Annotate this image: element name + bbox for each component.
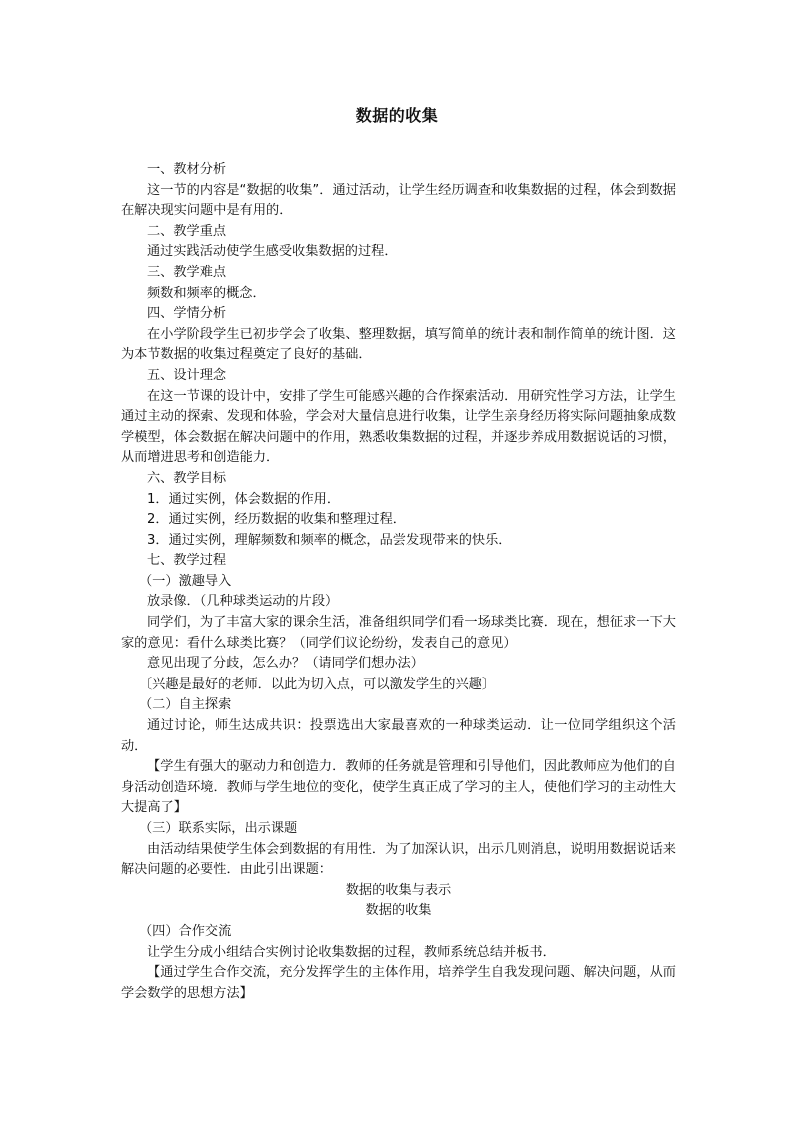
objective-item: 1．通过实例，体会数据的作用． <box>147 491 341 507</box>
paragraph-analysis: 这一节的内容是“数据的收集”．通过活动，让学生经历调查和收集数据的过程，体会到数据在解决现实问题中是有用的． <box>121 182 676 219</box>
paragraph: 让学生分成小组结合实例讨论收集数据的过程，教师系统总结并板书． <box>147 944 556 960</box>
section-heading-process: 七、教学过程 <box>147 553 227 569</box>
comment-note: 〔兴趣是最好的老师．以此为切入点，可以激发学生的兴趣〕 <box>139 676 496 692</box>
section-heading-objectives: 六、教学目标 <box>147 470 227 486</box>
paragraph-design-concept: 在这一节课的设计中，安排了学生可能感兴趣的合作探索活动．用研究性学习方法，让学生通过主动的探索、发现和体验，学会对大量信息进行收集，让学生亲身经历将实际问题抽象成数学模型，体会数据在解决问题中的作用，熟悉收集数据的过程，并逐步养成用数据说话的习惯，从而增进思考和创造能力． <box>121 388 676 466</box>
comment-note: 【通过学生合作交流，充分发挥学生的主体作用，培养学生自我发现问题、解决问题，从而学会数学的思想方法】 <box>121 965 676 1001</box>
board-title-line: 数据的收集与表示 <box>345 882 452 898</box>
subsection-heading: （四）合作交流 <box>139 923 232 939</box>
paragraph: 同学们，为了丰富大家的课余生活，准备组织同学们看一场球类比赛．现在，想征求一下大家的意见：看什么球类比赛？（同学们议论纷纷，发表自己的意见） <box>121 615 676 651</box>
subsection-heading: （二）自主探索 <box>139 697 232 713</box>
document-title: 数据的收集 <box>355 106 439 125</box>
section-heading-analysis: 一、教材分析 <box>147 162 227 177</box>
paragraph-student-analysis: 在小学阶段学生已初步学会了收集、整理数据，填写简单的统计表和制作简单的统计图．这为本节数据的收集过程奠定了良好的基础． <box>121 326 676 363</box>
paragraph: 通过讨论，师生达成共识：投票选出大家最喜欢的一种球类运动．让一位同学组织这个活动． <box>121 718 676 754</box>
paragraph: 放录像．（几种球类运动的片段） <box>147 594 339 610</box>
document-body <box>121 160 676 1004</box>
subsection-heading: （一）激趣导入 <box>139 573 232 589</box>
section-heading-key-points: 二、教学重点 <box>147 223 227 239</box>
objective-item: 2．通过实例，经历数据的收集和整理过程． <box>147 512 406 528</box>
paragraph: 由活动结果使学生体会到数据的有用性．为了加深认识，出示几则消息，说明用数据说话来解决问题的必要性．由此引出课题： <box>121 841 676 878</box>
paragraph: 意见出现了分歧，怎么办？（请同学们想办法） <box>147 656 424 672</box>
board-subtitle-line: 数据的收集 <box>365 903 432 919</box>
objective-item: 3．通过实例，理解频数和频率的概念，品尝发现带来的快乐． <box>147 532 512 548</box>
paragraph-key-points: 通过实践活动使学生感受收集数据的过程． <box>147 244 398 260</box>
section-heading-design-concept: 五、设计理念 <box>147 367 227 383</box>
comment-note: 【学生有强大的驱动力和创造力．教师的任务就是管理和引导他们，因此教师应为他们的自身活动创造环境．教师与学生地位的变化，使学生真正成了学习的主人，使他们学习的主动性大大提高了】 <box>121 759 676 816</box>
paragraph-difficulties: 频数和频率的概念． <box>147 285 266 301</box>
subsection-heading: （三）联系实际，出示课题 <box>139 821 298 836</box>
section-heading-student-analysis: 四、学情分析 <box>147 306 227 322</box>
section-heading-difficulties: 三、教学难点 <box>147 264 227 280</box>
